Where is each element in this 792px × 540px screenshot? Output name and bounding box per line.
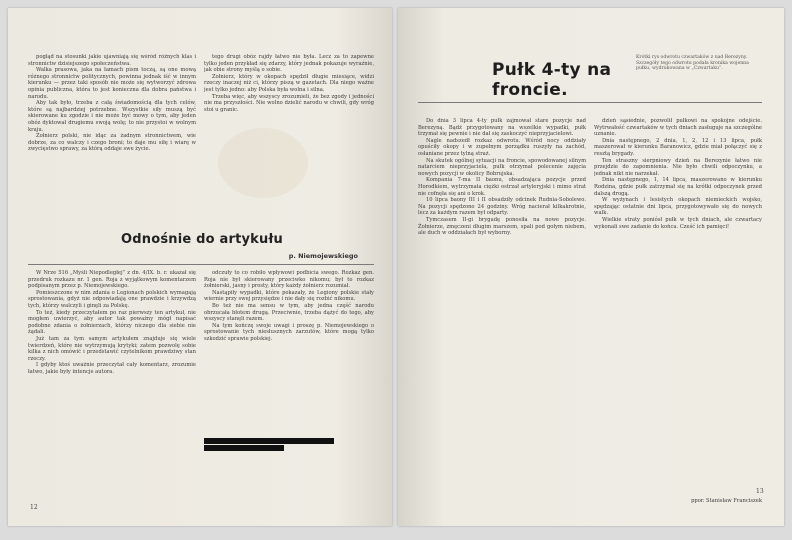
paragraph: Już tam za tym samym artykułem znajduje się wiele twierdzeń, które nie wytrzymują krytyki; zatem pozwolę sobie kilka z nich omówić i przedstawić czytelnikom prawdziwy stan rzeczy.	[28, 335, 196, 362]
paragraph: Nagle nadszedł rozkaz odwrotu. Wśród nocy oddziały opuściły okopy i w zupełnym porządku ruszyły na zachód, osłaniane przez tylną straż.	[418, 137, 586, 157]
paragraph: Nastąpiły wypadki, które pokazały, że Legiony polskie stały wiernie przy swej przysiędze i nie dały się rozbić nikomu.	[204, 289, 374, 303]
paragraph: W Nrze 516 „Myśli Niepodległej” z dn. 4/IX. b. r. ukazał się przedruk rozkazu nr. 1 gen. Roja z wyjątkowym komentarzem podpisanym przez p. Niemojewskiego.	[28, 270, 196, 290]
paragraph: dzień sąsiednie, pozwolił pułkowi na spokojne odejście. Wytrwałość czwartaków w tych dniach zasługuje na szczególne uznanie.	[594, 118, 762, 138]
paragraph: To też, kiedy przeczytałem po raz pierwszy ten artykuł, nie mogłem uwierzyć, aby autor tak poważny mógł napisać podobne zdania o żołnierzach, którzy niczego dla siebie nie żądali.	[28, 309, 196, 336]
paragraph: Ten straszny sierpniowy dzień na Berezynie łatwo nie przejdzie do zapomnienia. Nie było chwili odpoczynku, a jednak nikt nie narzekał.	[594, 157, 762, 177]
paragraph: Bo też nie ma sensu w tym, aby jedna część narodu obrzucała błotem drugą. Przeciwnie, trzeba dążyć do tego, aby wszyscy stanęli razem.	[204, 302, 374, 323]
left-col1-bottom	[28, 270, 196, 500]
paragraph: Dnia następnego, 1, 14 lipca, maszerowano w kierunku Rodzina, gdzie pułk zatrzymał się na krótki odpoczynek przed dalszą drogą.	[594, 177, 762, 197]
paragraph: Wielkie straty poniósł pułk w tych dniach, ale czwartacy wykonali swe zadanie do końca. Cześć ich pamięci!	[594, 216, 762, 230]
article-byline: p. Niemojewskiego	[288, 252, 358, 260]
paragraph: odczuły to co robiło wpływowi podbicia swego. Rozkaz gen. Roja nie był skierowany przeciwko nikomu; był to rozkaz żołnierski, jasny i prosty, który każdy żołnierz rozumiał.	[204, 270, 374, 290]
paragraph: Aby tak było, trzeba z całą świadomością dla tych celów, które są najbardziej potrzebne. Wszystkie siły muszą być skierowane ku zgodzie i nie może być mowy o tym, aby jeden obóz dyktował drugiemu swoją wolę; to nie przystoi w wolnym kraju.	[28, 100, 196, 133]
paragraph: Zołnierz polski, nie idąc za żadnym stronnictwem, wie dobrze, za co walczy i czego broni; to daje mu siłę i wiarę w zwycięstwo sprawy, za którą oddaje swe życie.	[28, 133, 196, 153]
paragraph: tego drugi obóz rajdy łatwo nie była. Lecz za to zapewne tylko jeden przykład się zdarzy, który jednak pokazuje wyraźnie, jak obie strony myślą o sobie.	[204, 54, 374, 74]
paragraph: Na tym kończę swoje uwagi i proszę p. Niemojewskiego o sprostowanie tych niesłusznych zarzutów, które mogą tylko szkodzić sprawie polskiej.	[204, 322, 374, 342]
left-col1-top	[28, 54, 196, 224]
paragraph: Trzeba więc, aby wszyscy zrozumieli, że bez zgody i jedności nie ma przyszłości. Nie wolno dzielić narodu w chwili, gdy wróg stoi u granic.	[204, 93, 374, 113]
article-title: Pułk 4-ty na froncie.	[492, 60, 612, 100]
divider	[28, 264, 374, 265]
page-number: 12	[30, 504, 38, 511]
paragraph: Na skutek ogólnej sytuacji na froncie, spowodowanej silnym natarciem nieprzyjaciela, pułk otrzymał polecenie zajęcia nowych pozycji w okolicy Bobrujska.	[418, 157, 586, 177]
right-col1	[418, 118, 586, 504]
article-subtitle: Krótki rys odwrotu czwartaków z nad Berezyny. Szczegóły tego odwrotu podała kronika wojenna pułku, wydrukowana w „Czwartaku”.	[636, 55, 749, 72]
paragraph: Zołnierz, który w okopach spędził długie miesiące, widzi rzeczy inaczej niż ci, którzy piszą w gazetach. Dla niego ważne jest tylko jedno: aby Polska była wolna i silna.	[204, 73, 374, 93]
right-page	[398, 8, 784, 526]
paragraph: Tymczasem II-gi brygadę ponosiła na nowe pozycje. Żołnierze, zmęczeni długim marszem, spali pod gołym niebem, ale duch w oddziałach był wyborny.	[418, 216, 586, 237]
paragraph: Pomieszczone w nim zdania o Legionach polskich wymagają sprostowania, gdyż nie odpowiadają one prawdzie i krzywdzą tych, którzy walczyli i ginęli za Polskę.	[28, 289, 196, 309]
paragraph: I gdyby ktoś uważnie przeczytał cały komentarz, zrozumie łatwo, jakie były intencje autora.	[28, 362, 196, 375]
paragraph: Walka prasowa, jaka na łamach pism toczą, są one mową różnego stronnictw politycznych, powinna jednak iść w innym kierunku — przez taki sposób nie może się wytworzyć zdrowa opinia publiczna, która to jest konieczna dla dobra państwa i narodu.	[28, 67, 196, 100]
left-col2-top	[204, 54, 374, 224]
censored-line	[204, 445, 284, 451]
paragraph: W wyżynach i lesistych okopach niemieckich wojsko, spędzając ostatnie dni lipca, przygotowywało się do nowych walk.	[594, 197, 762, 217]
paragraph: 10 lipca baony III i II obsadziły odcinek Rudnia-Sobolewo. Na pozycji spędzono 24 godziny. Wróg nacierał kilkakrotnie, lecz za każdym razem był odparty.	[418, 197, 586, 217]
article-title: Odnośnie do artykułu	[121, 232, 283, 247]
paragraph: Kompania 7-ma II baonu, obsadzająca pozycje przed Horodkiem, wytrzymała ciężki ostrzał artyleryjski i mimo strat nie cofnęła się ani o krok.	[418, 177, 586, 197]
right-col2	[594, 118, 762, 496]
paragraph: Dnia następnego, 2 dnia, 1, 2, 12 i 13 lipca, pułk maszerował w kierunku Baranowicz, gdzie miał połączyć się z resztą brygady.	[594, 137, 762, 157]
paragraph: pogląd na stosunki jakie ujawniają się wśród różnych klas i stronnictw dzisiejszego społeczeństwa.	[28, 54, 196, 67]
divider	[418, 102, 762, 103]
left-col2-bottom	[204, 270, 374, 500]
left-page	[8, 8, 392, 526]
paragraph: Do dnia 3 lipca 4-ty pułk zajmował stare pozycje nad Berezyną. Bądź przygotowany na wszelkie wypadki, pułk trzymał się pewnie i nie dał się zaskoczyć nieprzyjacielowi.	[418, 118, 586, 138]
page-number: 13	[756, 488, 764, 495]
censored-line	[204, 438, 334, 444]
signature: ppor. Stanisław Franciszek	[691, 498, 762, 504]
